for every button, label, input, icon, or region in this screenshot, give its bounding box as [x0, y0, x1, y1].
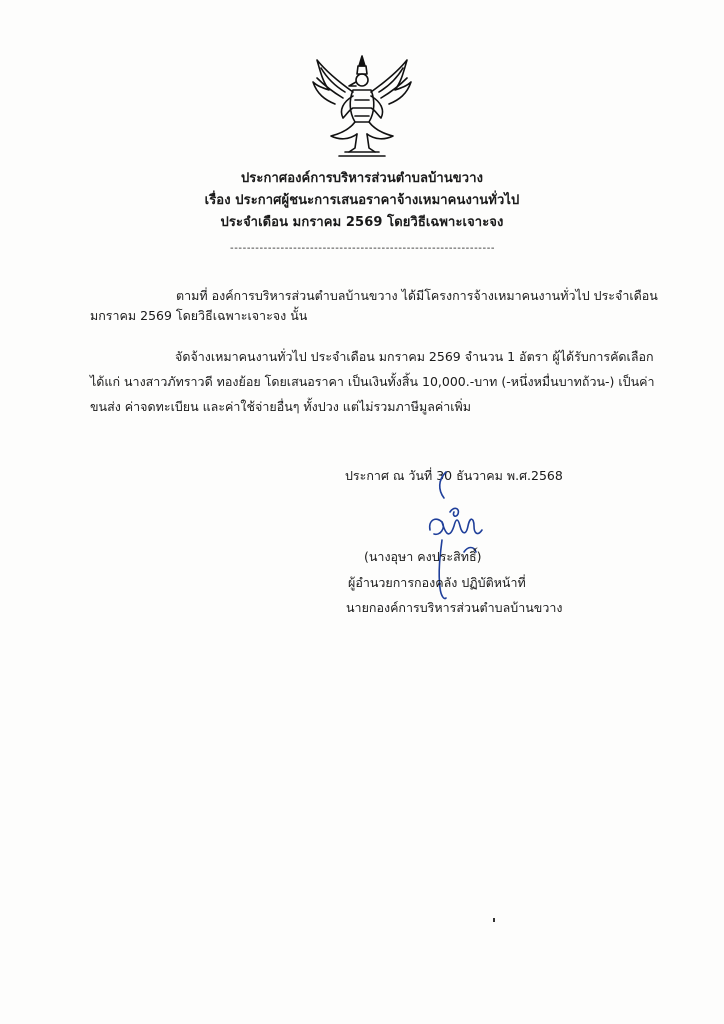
body-paragraph-1-line-1: ตามที่ องค์การบริหารส่วนตำบลบ้านขวาง ได้มีโครงการจ้างเหมาคนงานทั่วไป ประจำเดือน [176, 288, 658, 303]
announcement-date: ประกาศ ณ วันที่ 30 ธันวาคม พ.ศ.2568 [345, 468, 563, 483]
body-paragraph-2-line-2: ได้แก่ นางสาวภัทราวดี ทองย้อย โดยเสนอราคา เป็นเงินทั้งสิ้น 10,000.-บาท (-หนึ่งหมื่นบาทถ้วน-) เป็นค่า [90, 374, 655, 389]
announcement-title: ประกาศองค์การบริหารส่วนตำบลบ้านขวาง [240, 171, 484, 186]
body-paragraph-2-line-1: จัดจ้างเหมาคนงานทั่วไป ประจำเดือน มกราคม 2569 จำนวน 1 อัตรา ผู้ได้รับการคัดเลือก [175, 349, 654, 364]
announcement-subject: เรื่อง ประกาศผู้ชนะการเสนอราคาจ้างเหมาคนงานทั่วไป [204, 193, 520, 208]
garuda-emblem-icon [309, 52, 415, 160]
body-paragraph-1-line-2: มกราคม 2569 โดยวิธีเฉพาะเจาะจง นั้น [90, 308, 308, 323]
divider-line: --------------------------------------------------------------- [230, 244, 496, 254]
signatory-position-1: ผู้อำนวยการกองคลัง ปฏิบัติหน้าที่ [348, 575, 526, 590]
announcement-period: ประจำเดือน มกราคม 2569 โดยวิธีเฉพาะเจาะจง [220, 215, 504, 230]
signatory-name: (นางอุษา คงประสิทธิ์) [364, 549, 482, 564]
scan-speck [493, 918, 495, 922]
signatory-position-2: นายกองค์การบริหารส่วนตำบลบ้านขวาง [346, 600, 563, 615]
body-paragraph-2-line-3: ขนส่ง ค่าจดทะเบียน และค่าใช้จ่ายอื่นๆ ทั้งปวง แต่ไม่รวมภาษีมูลค่าเพิ่ม [90, 399, 472, 414]
